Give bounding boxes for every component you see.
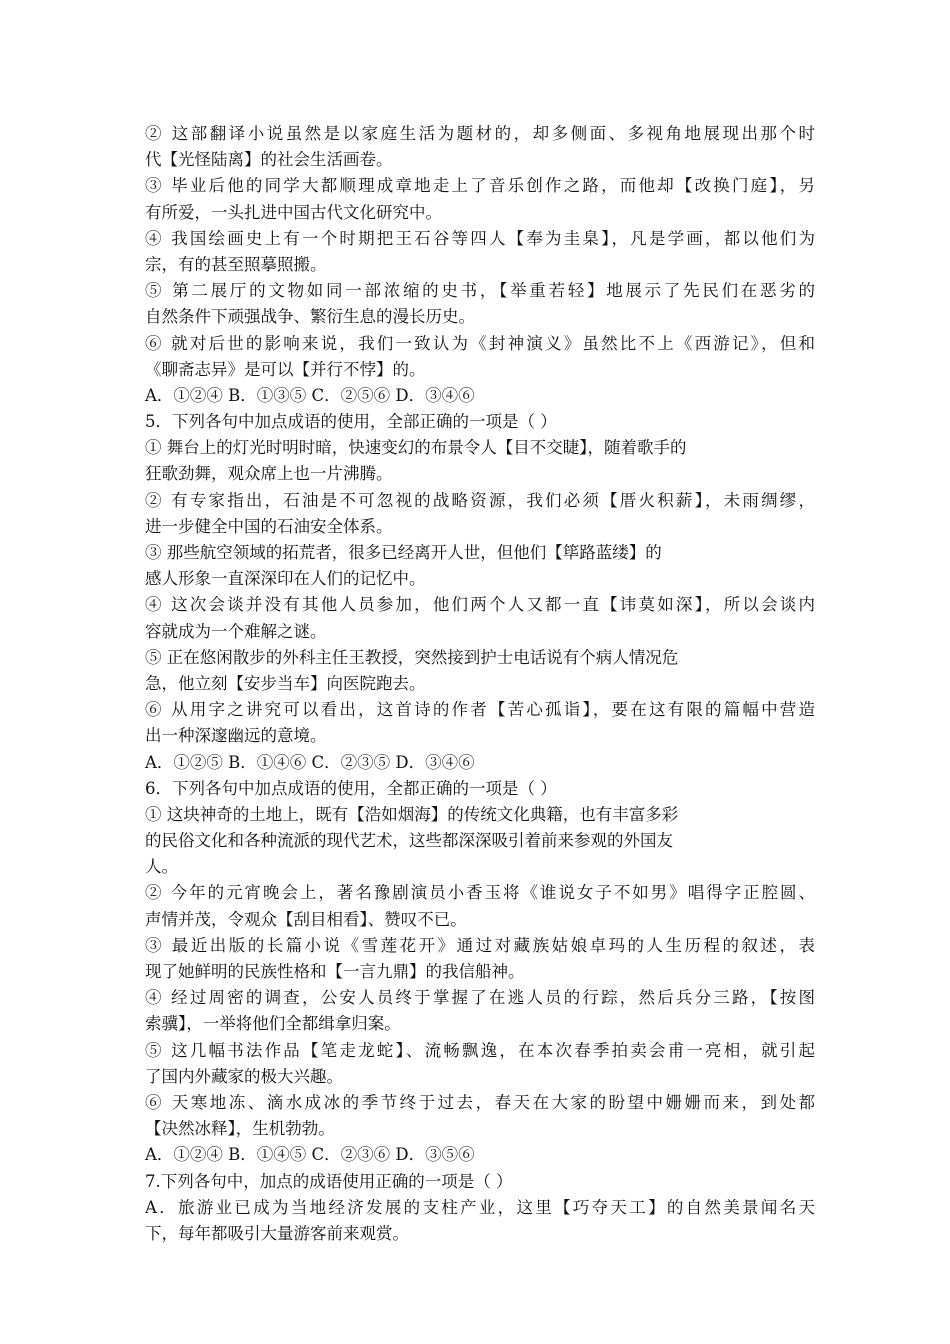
text-line: ④ 经过周密的调查，公安人员终于掌握了在逃人员的行踪，然后兵分三路，【按图: [145, 988, 815, 1008]
text-line: 下，每年都吸引大量游客前来观赏。: [145, 1223, 409, 1243]
text-line: ⑤ 正在悠闲散步的外科主任王教授，突然接到护士电话说有个病人情况危: [145, 647, 679, 667]
text-line: 代【光怪陆离】的社会生活画卷。: [145, 150, 393, 170]
text-line: ① 这块神奇的土地上，既有【浩如烟海】的传统文化典籍，也有丰富多彩: [145, 804, 679, 824]
text-line: 【决然冰释】，生机勃勃。: [145, 1119, 335, 1139]
text-line: ② 有专家指出，石油是不可忽视的战略资源，我们必须【厝火积薪】，未雨绸缪，: [145, 490, 815, 510]
text-line: 6．下列各句中加点成语的使用，全都正确的一项是（ ）: [145, 778, 557, 798]
text-line: A．①②④ B．①④⑤ C．②③⑥ D．③⑤⑥: [145, 1145, 475, 1165]
text-line: 7.下列各句中，加点的成语使用正确的一项是（ ）: [145, 1171, 513, 1191]
document-text: [145, 121, 815, 1247]
text-line: ③ 最近出版的长篇小说《雪莲花开》通过对藏族姑娘卓玛的人生历程的叙述，表: [145, 935, 815, 955]
text-line: 出一种深邃幽远的意境。: [145, 726, 327, 746]
text-line: 急，他立刻【安步当车】向医院跑去。: [145, 673, 426, 693]
text-line: 有所爱，一头扎进中国古代文化研究中。: [145, 202, 442, 222]
text-line: 人。: [145, 857, 178, 877]
text-line: 5．下列各句中加点成语的使用，全部正确的一项是（ ）: [145, 412, 557, 432]
text-line: 感人形象一直深深印在人们的记忆中。: [145, 569, 426, 589]
text-line: 的民俗文化和各种流派的现代艺术，这些都深深吸引着前来参观的外国友: [145, 831, 673, 851]
text-line: A．旅游业已成为当地经济发展的支柱产业，这里【巧夺天工】的自然美景闻名天: [145, 1197, 815, 1217]
text-line: A．①②⑤ B．①④⑥ C．②③⑤ D．③④⑥: [145, 752, 475, 772]
text-line: 声情并茂，令观众【刮目相看】、赞叹不已。: [145, 909, 467, 929]
text-line: 了国内外藏家的极大兴趣。: [145, 1066, 343, 1086]
text-line: ④ 这次会谈并没有其他人员参加，他们两个人又都一直【讳莫如深】，所以会谈内: [145, 595, 815, 615]
text-line: ① 舞台上的灯光时明时暗，快速变幻的布景令人【目不交睫】，随着歌手的: [145, 438, 687, 458]
text-line: A．①②④ B．①③⑤ C．②⑤⑥ D．③④⑥: [145, 385, 475, 405]
text-line: ⑥ 就对后世的影响来说，我们一致认为《封神演义》虽然比不上《西游记》，但和: [145, 333, 815, 353]
text-line: 宗，有的甚至照摹照搬。: [145, 254, 327, 274]
text-line: ② 今年的元宵晚会上，著名豫剧演员小香玉将《谁说女子不如男》唱得字正腔圆、: [145, 883, 815, 903]
text-line: 《聊斋志异》是可以【并行不悖】的。: [145, 359, 426, 379]
text-line: 进一步健全中国的石油安全体系。: [145, 516, 393, 536]
text-line: 现了她鲜明的民族性格和【一言九鼎】的我信船神。: [145, 962, 525, 981]
text-line: ⑥ 天寒地冻、滴水成冰的季节终于过去，春天在大家的盼望中姗姗而来，到处都: [145, 1092, 815, 1112]
text-line: 索骥】，一举将他们全都缉拿归案。: [145, 1014, 401, 1034]
text-line: ③ 毕业后他的同学大都顺理成章地走上了音乐创作之路，而他却【改换门庭】，另: [145, 176, 815, 196]
text-line: ⑥ 从用字之讲究可以看出，这首诗的作者【苦心孤诣】，要在这有限的篇幅中营造: [145, 700, 815, 720]
text-line: ③ 那些航空领域的拓荒者，很多已经离开人世，但他们【筚路蓝缕】的: [145, 543, 662, 562]
text-line: 狂歌劲舞，观众席上也一片沸腾。: [145, 464, 393, 484]
text-line: ⑤ 这几幅书法作品【笔走龙蛇】、流畅飘逸，在本次春季拍卖会甫一亮相，就引起: [145, 1040, 815, 1060]
text-line: 容就成为一个难解之谜。: [145, 621, 327, 641]
text-line: ② 这部翻译小说虽然是以家庭生活为题材的，却多侧面、多视角地展现出那个时: [145, 124, 815, 143]
text-line: ④ 我国绘画史上有一个时期把王石谷等四人【奉为圭臬】，凡是学画，都以他们为: [145, 228, 815, 248]
text-line: 自然条件下顽强战争、繁衍生息的漫长历史。: [145, 307, 475, 327]
text-line: ⑤ 第二展厅的文物如同一部浓缩的史书，【举重若轻】地展示了先民们在恶劣的: [145, 281, 815, 301]
